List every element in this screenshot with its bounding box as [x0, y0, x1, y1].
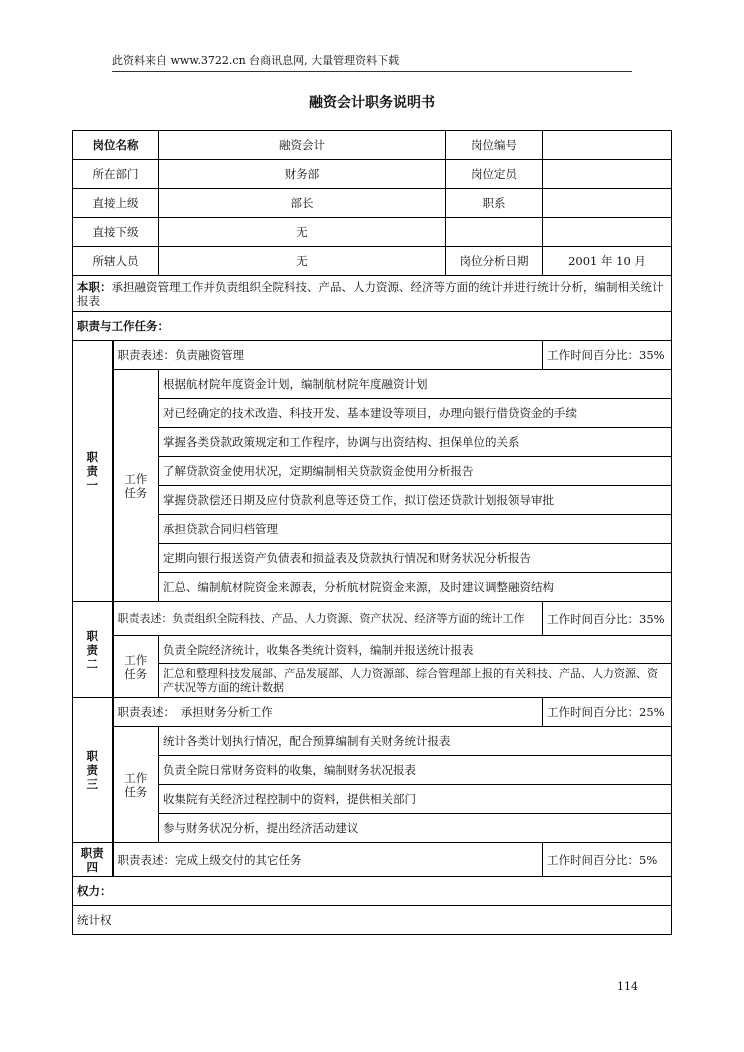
duty3-task: 参与财务状况分析，提出经济活动建议 — [159, 814, 672, 843]
page-number: 114 — [617, 980, 638, 993]
duty4-label: 职责 四 — [73, 843, 113, 877]
label-staff: 所辖人员 — [73, 247, 159, 276]
duty3-task: 负责全院日常财务资料的收集，编制财务状况报表 — [159, 756, 672, 785]
duty2-task-label: 工作 任务 — [113, 636, 159, 698]
label-subordinates: 直接下级 — [73, 218, 159, 247]
value-subordinates: 无 — [159, 218, 446, 247]
value-department: 财务部 — [159, 160, 446, 189]
duty2-task: 汇总和整理科技发展部、产品发展部、人力资源部、综合管理部上报的有关科技、产品、人力资源、资产状况等方面的统计数据 — [159, 664, 672, 698]
duty1-task-label: 工作 任务 — [113, 370, 159, 602]
duty2-task: 负责全院经济统计，收集各类统计资料，编制并报送统计报表 — [159, 636, 672, 664]
duty2-statement: 职责表述：负责组织全院科技、产品、人力资源、资产状况、经济等方面的统计工作 — [113, 602, 543, 636]
label-headcount: 岗位定员 — [446, 160, 543, 189]
duty3-task-label: 工作 任务 — [113, 727, 159, 843]
label-position-code: 岗位编号 — [446, 131, 543, 160]
duty3-statement: 职责表述： 承担财务分析工作 — [113, 698, 543, 727]
duty1-task: 掌握贷款偿还日期及应付贷款利息等还贷工作，拟订偿还贷款计划报领导审批 — [159, 486, 672, 515]
source-header: 此资料来自 www.3722.cn 台商讯息网, 大量管理资料下载 — [112, 52, 632, 72]
value-analysis-date: 2001 年 10 月 — [543, 247, 672, 276]
job-summary-text: 承担融资管理工作并负责组织全院科技、产品、人力资源、经济等方面的统计并进行统计分析，编制相关统计报表 — [77, 279, 664, 308]
duty1-statement: 职责表述：负责融资管理 — [113, 341, 543, 370]
job-summary-label: 本职： — [77, 279, 112, 294]
duties-heading: 职责与工作任务： — [73, 312, 672, 341]
label-supervisor: 直接上级 — [73, 189, 159, 218]
value-job-family — [543, 189, 672, 218]
label-position-name: 岗位名称 — [73, 131, 159, 160]
duty2-label: 职 责 二 — [73, 602, 113, 698]
value-staff: 无 — [159, 247, 446, 276]
duty4-statement: 职责表述：完成上级交付的其它任务 — [113, 843, 543, 877]
duty1-task: 了解贷款资金使用状况，定期编制相关贷款资金使用分析报告 — [159, 457, 672, 486]
page-title: 融资会计职务说明书 — [309, 95, 435, 111]
duty3-task: 统计各类计划执行情况，配合预算编制有关财务统计报表 — [159, 727, 672, 756]
label-job-family: 职系 — [446, 189, 543, 218]
duty1-task: 对已经确定的技术改造、科技开发、基本建设等项目，办理向银行借贷资金的手续 — [159, 399, 672, 428]
duty1-task: 承担贷款合同归档管理 — [159, 515, 672, 544]
label-analysis-date: 岗位分析日期 — [446, 247, 543, 276]
value-headcount — [543, 160, 672, 189]
job-description-table — [72, 130, 672, 935]
duty3-label: 职 责 三 — [73, 698, 113, 843]
empty-cell — [446, 218, 543, 247]
empty-cell — [543, 218, 672, 247]
duty3-task: 收集院有关经济过程控制中的资料，提供相关部门 — [159, 785, 672, 814]
duty1-time: 工作时间百分比：35% — [543, 341, 672, 370]
duty1-task: 汇总、编制航材院资金来源表，分析航材院资金来源，及时建议调整融资结构 — [159, 573, 672, 602]
authority-item: 统计权 — [73, 906, 672, 935]
duty4-time: 工作时间百分比：5% — [543, 843, 672, 877]
duty1-label: 职 责 一 — [73, 341, 113, 602]
label-department: 所在部门 — [73, 160, 159, 189]
duty1-task: 根据航材院年度资金计划，编制航材院年度融资计划 — [159, 370, 672, 399]
duty3-time: 工作时间百分比：25% — [543, 698, 672, 727]
value-position-name: 融资会计 — [159, 131, 446, 160]
duty1-task: 定期向银行报送资产负债表和损益表及贷款执行情况和财务状况分析报告 — [159, 544, 672, 573]
job-summary — [73, 276, 672, 312]
value-supervisor: 部长 — [159, 189, 446, 218]
duty1-task: 掌握各类贷款政策规定和工作程序，协调与出资结构、担保单位的关系 — [159, 428, 672, 457]
authority-heading: 权力： — [73, 877, 672, 906]
duty2-time: 工作时间百分比：35% — [543, 602, 672, 636]
value-position-code — [543, 131, 672, 160]
